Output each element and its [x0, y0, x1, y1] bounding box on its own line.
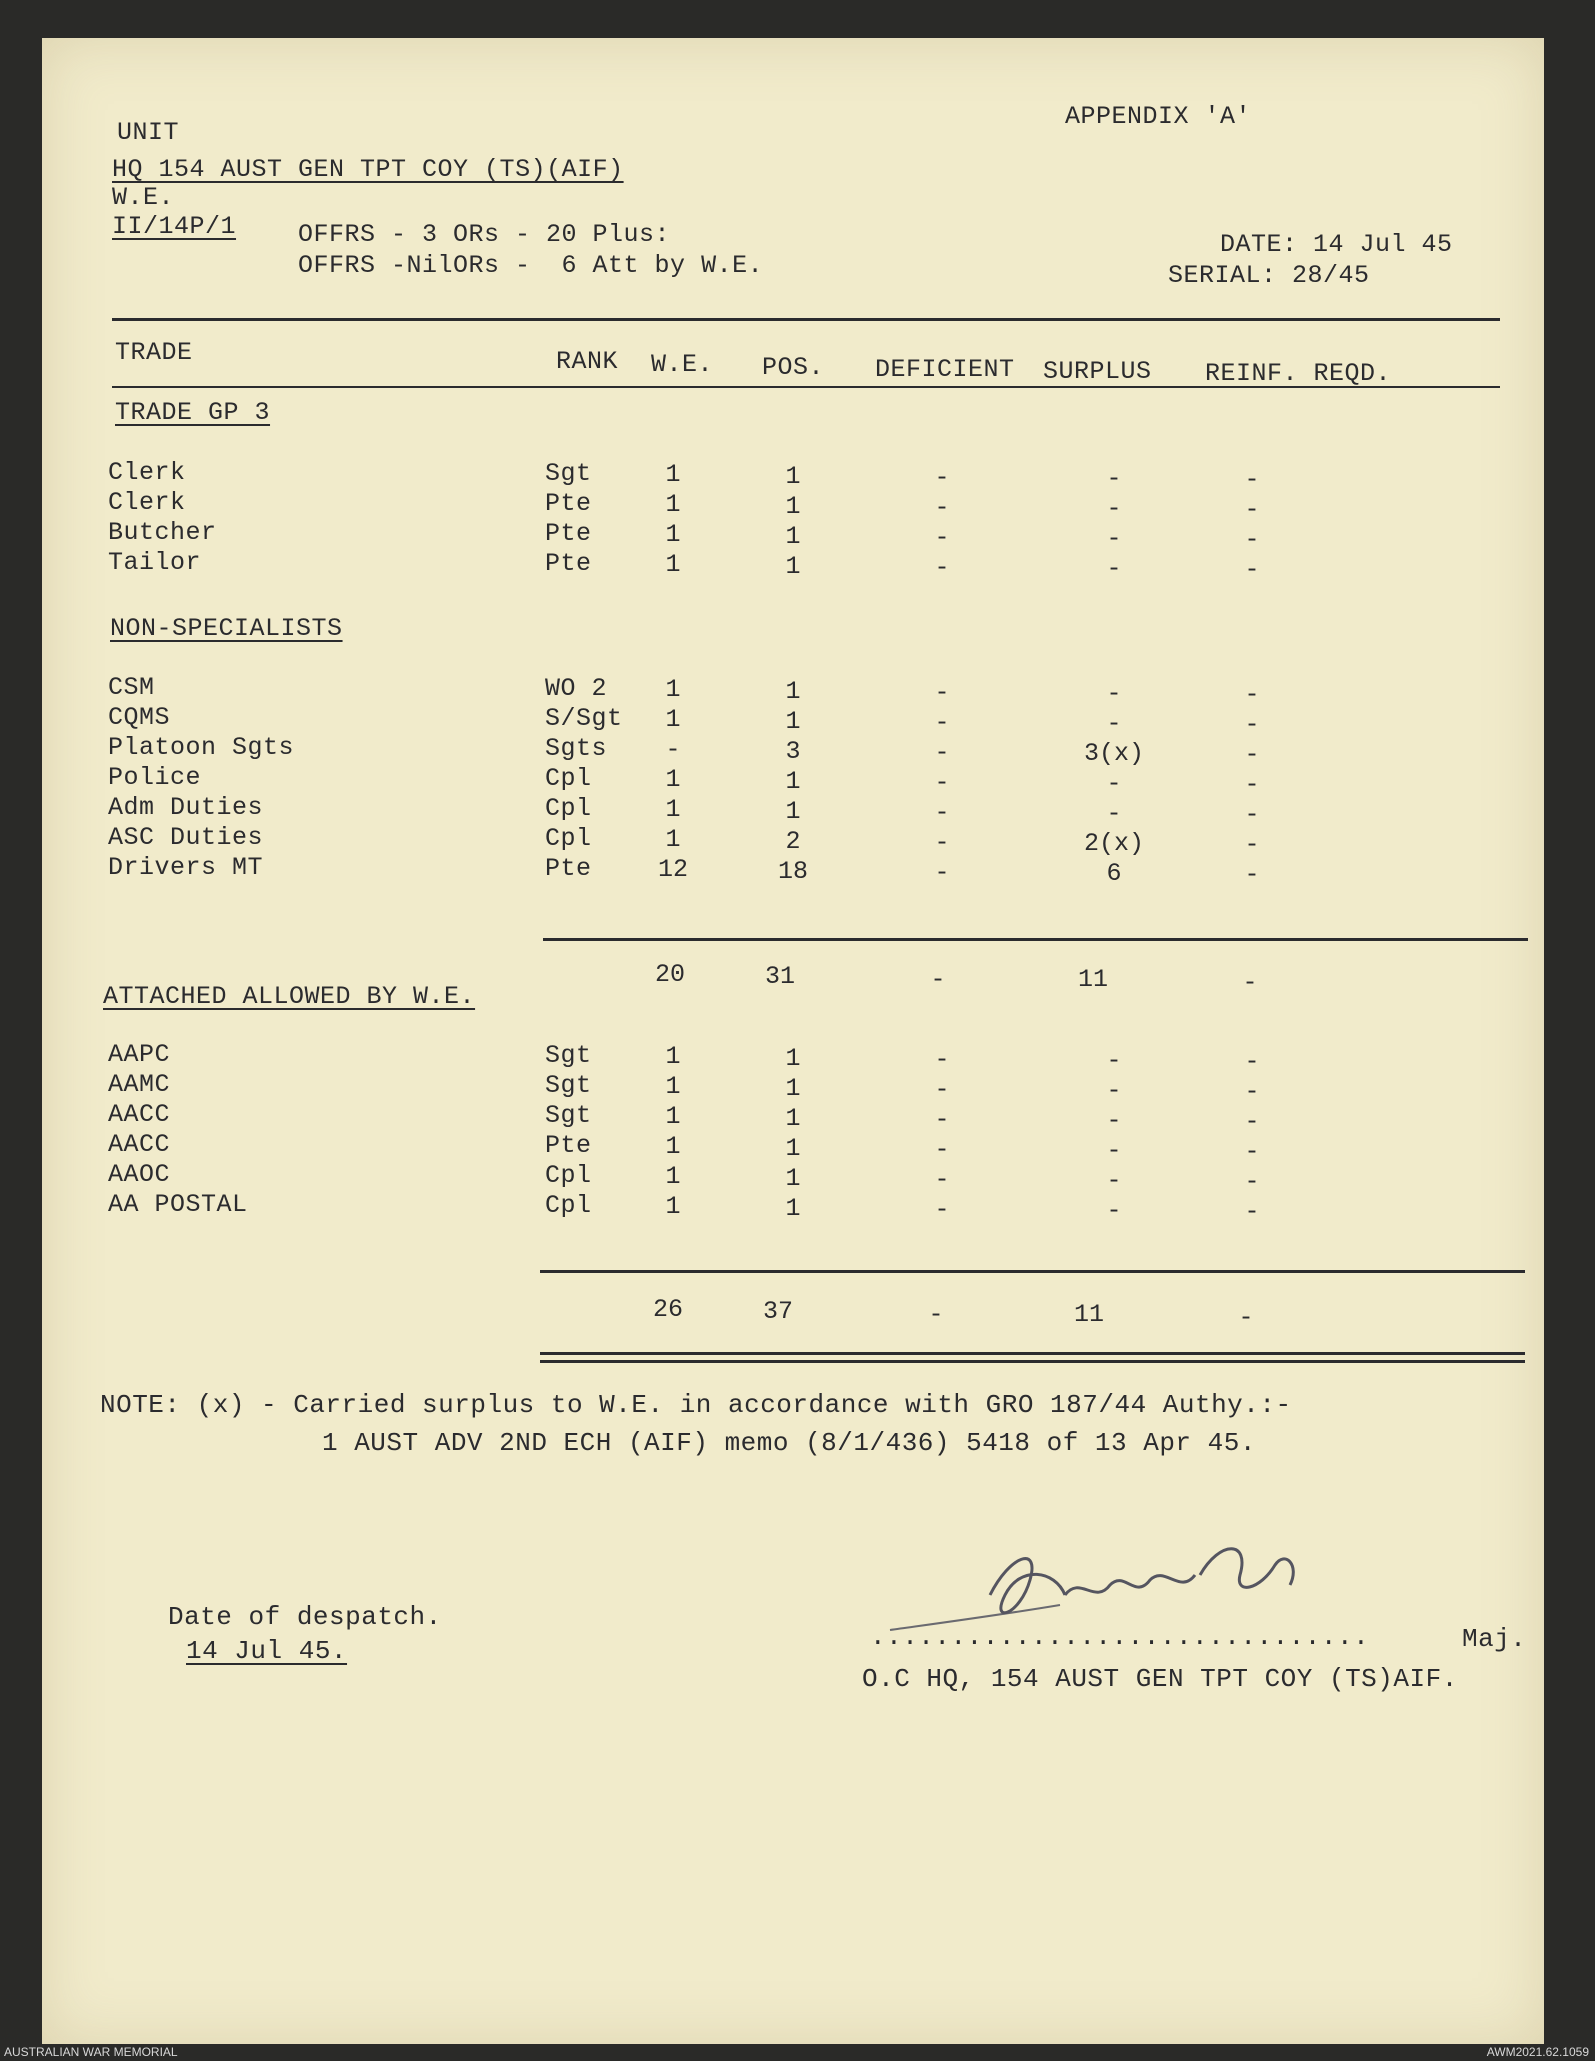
total-rule — [540, 1270, 1525, 1273]
cell-reinf: - — [1244, 465, 1260, 495]
total-double-rule-bottom — [540, 1360, 1525, 1363]
cell-surplus: - — [1106, 709, 1122, 738]
cell-pos: 1 — [785, 1193, 801, 1223]
cell-reinf: - — [1244, 1197, 1260, 1227]
cell-reinf: - — [1244, 770, 1260, 800]
col-trade: TRADE — [115, 338, 193, 367]
cell-rank: Cpl — [545, 794, 592, 824]
subtotal-deficient: - — [930, 965, 946, 994]
cell-pos: 2 — [785, 826, 801, 856]
cell-reinf: - — [1244, 830, 1260, 860]
cell-surplus: - — [1106, 1166, 1122, 1195]
note-line-1: NOTE: (x) - Carried surplus to W.E. in accordance with GRO 187/44 Authy.:- — [100, 1390, 1292, 1420]
cell-reinf: - — [1244, 680, 1260, 710]
cell-pos: 1 — [785, 1043, 801, 1073]
cell-rank: S/Sgt — [545, 704, 623, 734]
cell-rank: Pte — [545, 519, 592, 549]
cell-deficient: - — [934, 522, 950, 552]
appendix-label: APPENDIX 'A' — [1065, 102, 1252, 131]
cell-trade: Clerk — [108, 458, 186, 487]
cell-we: 1 — [665, 1042, 681, 1072]
subtotal-we: 20 — [654, 960, 685, 989]
cell-we: 1 — [665, 1132, 681, 1162]
cell-surplus: - — [1106, 1196, 1122, 1225]
offrs-line-2: OFFRS -NilORs - 6 Att by W.E. — [298, 251, 764, 280]
cell-pos: 1 — [785, 766, 801, 796]
cell-rank: WO 2 — [545, 674, 608, 704]
signoff-rank: Maj. — [1462, 1624, 1527, 1654]
cell-rank: Cpl — [545, 1191, 592, 1221]
signoff-title: O.C HQ, 154 AUST GEN TPT COY (TS)AIF. — [862, 1664, 1458, 1694]
cell-deficient: - — [934, 1044, 950, 1074]
cell-reinf: - — [1244, 1137, 1260, 1167]
cell-pos: 1 — [785, 521, 801, 551]
cell-surplus: - — [1106, 464, 1122, 493]
subtotal-pos: 31 — [764, 962, 795, 991]
total-reinf: - — [1238, 1303, 1254, 1332]
cell-surplus: - — [1106, 799, 1122, 828]
cell-deficient: - — [934, 767, 950, 797]
cell-trade: AAOC — [108, 1160, 171, 1189]
cell-surplus: - — [1106, 1076, 1122, 1105]
offrs-line-1: OFFRS - 3 ORs - 20 Plus: — [298, 220, 671, 249]
cell-we: 1 — [665, 520, 681, 550]
col-we: W.E. — [651, 350, 714, 379]
cell-deficient: - — [934, 1134, 950, 1164]
cell-we: 1 — [665, 1192, 681, 1222]
cell-we: 1 — [665, 795, 681, 825]
cell-surplus: - — [1106, 679, 1122, 708]
subtotal-rule — [543, 938, 1528, 941]
cell-trade: AA POSTAL — [108, 1190, 248, 1219]
cell-deficient: - — [934, 677, 950, 707]
cell-trade: Adm Duties — [108, 793, 264, 822]
footer-accession-number: AWM2021.62.1059 — [1486, 2045, 1589, 2059]
cell-deficient: - — [934, 857, 950, 887]
cell-trade: Police — [108, 763, 202, 792]
cell-we: 1 — [665, 1102, 681, 1132]
cell-surplus: - — [1106, 554, 1122, 583]
cell-we: 1 — [665, 460, 681, 490]
cell-deficient: - — [934, 1194, 950, 1224]
note-line-2: 1 AUST ADV 2ND ECH (AIF) memo (8/1/436) 5418 of 13 Apr 45. — [322, 1428, 1256, 1458]
cell-pos: 3 — [785, 736, 801, 766]
total-double-rule-top — [540, 1352, 1525, 1355]
cell-trade: Butcher — [108, 518, 217, 547]
cell-trade: Platoon Sgts — [108, 733, 295, 762]
cell-pos: 1 — [785, 551, 801, 581]
header-rule — [112, 318, 1500, 321]
cell-deficient: - — [934, 492, 950, 522]
cell-trade: Drivers MT — [108, 853, 264, 882]
cell-deficient: - — [934, 707, 950, 737]
we-label: W.E. — [112, 183, 175, 212]
cell-pos: 1 — [785, 461, 801, 491]
cell-surplus: - — [1106, 1046, 1122, 1075]
despatch-label: Date of despatch. — [168, 1602, 442, 1632]
cell-reinf: - — [1244, 860, 1260, 890]
cell-surplus: 6 — [1106, 859, 1122, 888]
cell-deficient: - — [934, 737, 950, 767]
cell-surplus: - — [1106, 1106, 1122, 1135]
cell-trade: CQMS — [108, 703, 171, 732]
cell-deficient: - — [934, 462, 950, 492]
footer-institution: AUSTRALIAN WAR MEMORIAL — [4, 2045, 178, 2059]
cell-rank: Sgt — [545, 1101, 592, 1131]
cell-rank: Pte — [545, 1131, 592, 1161]
unit-name: HQ 154 AUST GEN TPT COY (TS)(AIF) — [112, 155, 624, 184]
cell-trade: CSM — [108, 673, 155, 702]
cell-we: 1 — [665, 705, 681, 735]
cell-reinf: - — [1244, 555, 1260, 585]
cell-reinf: - — [1244, 1107, 1260, 1137]
col-rank: RANK — [556, 347, 619, 376]
cell-rank: Sgt — [545, 459, 592, 489]
total-we: 26 — [652, 1295, 683, 1324]
total-deficient: - — [928, 1300, 944, 1329]
cell-rank: Sgt — [545, 1071, 592, 1101]
cell-reinf: - — [1244, 740, 1260, 770]
document-date: DATE: 14 Jul 45 — [1220, 230, 1453, 259]
cell-we: 1 — [665, 490, 681, 520]
cell-surplus: - — [1106, 494, 1122, 523]
cell-rank: Sgts — [545, 734, 608, 764]
cell-pos: 1 — [785, 796, 801, 826]
cell-deficient: - — [934, 797, 950, 827]
cell-trade: AAMC — [108, 1070, 171, 1099]
cell-rank: Cpl — [545, 764, 592, 794]
cell-pos: 1 — [785, 1163, 801, 1193]
cell-rank: Pte — [545, 489, 592, 519]
column-header-rule — [112, 386, 1500, 388]
subtotal-surplus: 11 — [1077, 965, 1108, 994]
cell-pos: 1 — [785, 1073, 801, 1103]
cell-rank: Pte — [545, 549, 592, 579]
document-page — [42, 38, 1544, 2044]
document-serial: SERIAL: 28/45 — [1168, 261, 1370, 290]
cell-trade: Tailor — [108, 548, 202, 577]
cell-trade: AAPC — [108, 1040, 171, 1069]
cell-reinf: - — [1244, 800, 1260, 830]
cell-pos: 1 — [785, 491, 801, 521]
cell-we: 12 — [657, 855, 688, 885]
despatch-date: 14 Jul 45. — [186, 1636, 348, 1666]
col-pos: POS. — [762, 353, 825, 382]
total-pos: 37 — [762, 1297, 793, 1326]
cell-surplus: - — [1106, 1136, 1122, 1165]
col-surplus: SURPLUS — [1043, 357, 1152, 386]
col-reinf-reqd: REINF. REQD. — [1205, 359, 1392, 388]
cell-we: 1 — [665, 675, 681, 705]
cell-we: 1 — [665, 765, 681, 795]
cell-reinf: - — [1244, 1167, 1260, 1197]
cell-deficient: - — [934, 552, 950, 582]
unit-label: UNIT — [117, 118, 180, 147]
cell-deficient: - — [934, 1104, 950, 1134]
cell-deficient: - — [934, 1074, 950, 1104]
section-title-attached: ATTACHED ALLOWED BY W.E. — [103, 982, 476, 1011]
cell-reinf: - — [1244, 525, 1260, 555]
cell-rank: Sgt — [545, 1041, 592, 1071]
cell-rank: Pte — [545, 854, 592, 884]
cell-reinf: - — [1244, 1047, 1260, 1077]
cell-we: 1 — [665, 1162, 681, 1192]
cell-trade: Clerk — [108, 488, 186, 517]
cell-surplus: 3(x) — [1083, 739, 1144, 768]
cell-surplus: 2(x) — [1083, 829, 1144, 858]
cell-deficient: - — [934, 1164, 950, 1194]
we-reference: II/14P/1 — [112, 212, 237, 241]
cell-deficient: - — [934, 827, 950, 857]
cell-reinf: - — [1244, 1077, 1260, 1107]
cell-we: 1 — [665, 825, 681, 855]
total-surplus: 11 — [1073, 1300, 1104, 1329]
cell-pos: 1 — [785, 1133, 801, 1163]
cell-we: - — [665, 735, 681, 765]
cell-surplus: - — [1106, 524, 1122, 553]
cell-reinf: - — [1244, 495, 1260, 525]
cell-reinf: - — [1244, 710, 1260, 740]
subtotal-reinf: - — [1242, 968, 1258, 997]
cell-pos: 1 — [785, 676, 801, 706]
cell-we: 1 — [665, 550, 681, 580]
col-deficient: DEFICIENT — [875, 355, 1015, 384]
cell-pos: 1 — [785, 706, 801, 736]
cell-surplus: - — [1106, 769, 1122, 798]
section-title-trade-gp-3: TRADE GP 3 — [115, 398, 271, 427]
cell-rank: Cpl — [545, 824, 592, 854]
cell-trade: AACC — [108, 1130, 171, 1159]
section-title-non-specialists: NON-SPECIALISTS — [110, 614, 343, 643]
cell-pos: 1 — [785, 1103, 801, 1133]
cell-trade: ASC Duties — [108, 823, 264, 852]
signature-dotted-line: ............................... — [870, 1622, 1370, 1652]
cell-we: 1 — [665, 1072, 681, 1102]
cell-trade: AACC — [108, 1100, 171, 1129]
cell-pos: 18 — [777, 856, 808, 886]
cell-rank: Cpl — [545, 1161, 592, 1191]
